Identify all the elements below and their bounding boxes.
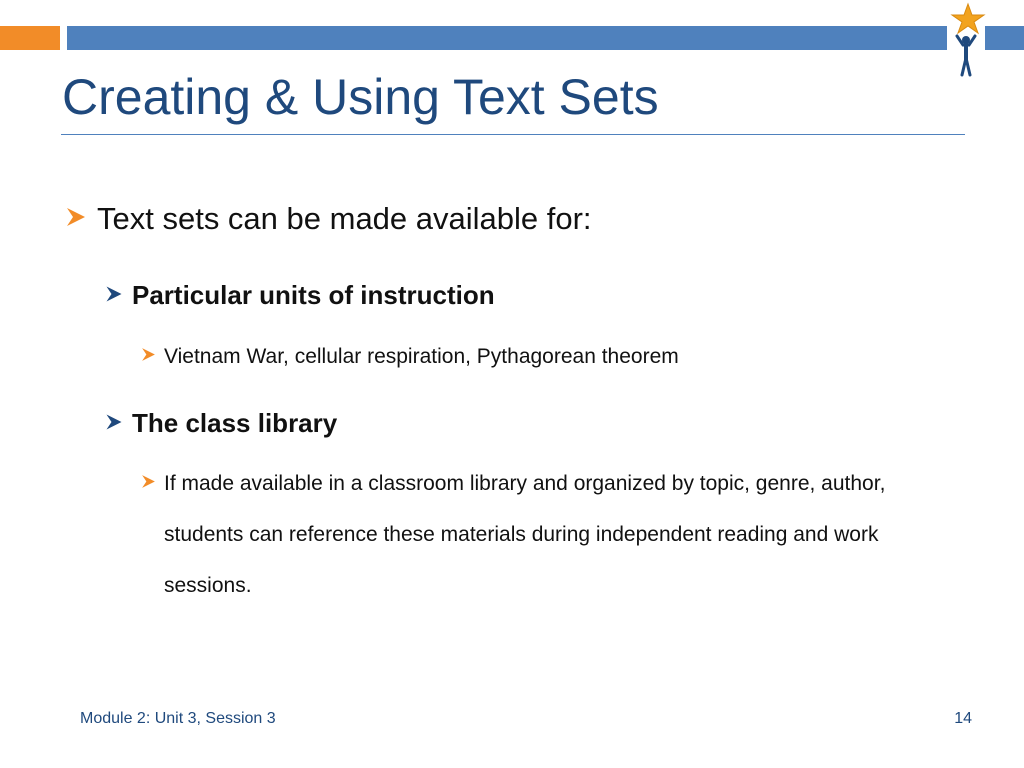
footer-module-label: Module 2: Unit 3, Session 3 — [80, 710, 276, 727]
bullet-text: Particular units of instruction — [132, 280, 495, 310]
arrow-bullet-icon — [140, 346, 164, 363]
bullet-text: The class library — [132, 408, 338, 438]
bullet-text: Vietnam War, cellular respiration, Pythagorean theorem — [164, 345, 679, 368]
bullet-level-3 — [140, 472, 900, 611]
page-number: 14 — [954, 710, 972, 727]
bullet-level-1 — [64, 201, 592, 237]
header-bar — [67, 26, 947, 50]
arrow-bullet-icon — [104, 284, 132, 304]
bullet-text: If made available in a classroom library and organized by topic, genre, author, students can reference these materials during independent reading and work sessions. — [164, 472, 886, 597]
slide-title: Creating & Using Text Sets — [62, 69, 659, 125]
bullet-level-2 — [104, 280, 495, 311]
star-figure-icon — [943, 2, 991, 78]
arrow-bullet-icon — [140, 473, 164, 490]
bullet-level-3 — [140, 345, 679, 369]
bullet-text: Text sets can be made available for: — [97, 201, 592, 236]
arrow-bullet-icon — [104, 412, 132, 432]
arrow-bullet-icon — [64, 205, 97, 229]
title-divider — [61, 134, 965, 135]
header-accent-bar — [0, 26, 60, 50]
bullet-level-2 — [104, 408, 337, 439]
